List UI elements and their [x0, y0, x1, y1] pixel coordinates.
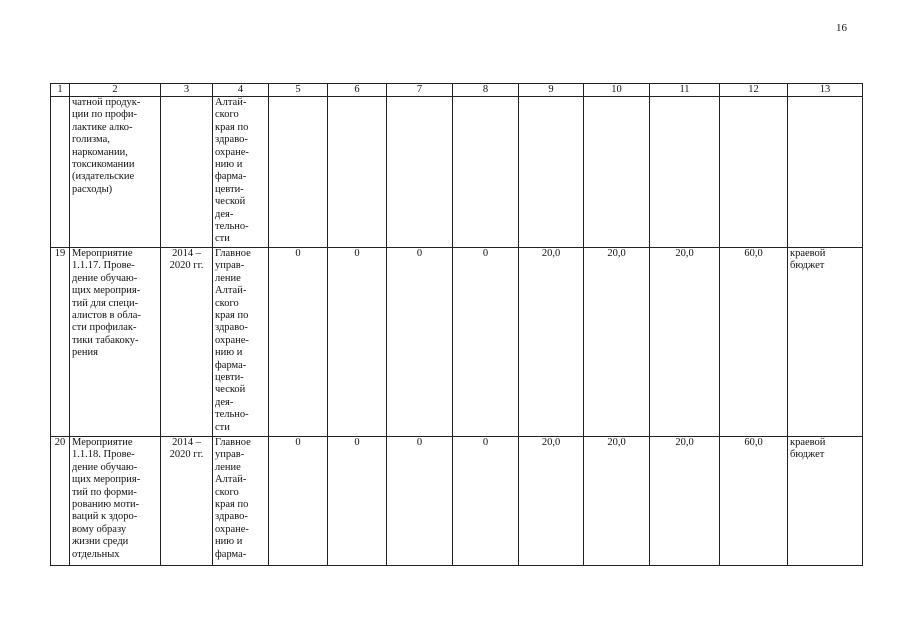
- executor-cell: Главное управ- ление Алтай- ского края по здраво- охране- нию и фарма- цевти- ческой дея- тельно- сти: [213, 248, 269, 437]
- header-cell: 6: [328, 84, 387, 97]
- header-cell: 13: [788, 84, 863, 97]
- value-cell: 20,0: [584, 437, 650, 566]
- header-cell: 10: [584, 84, 650, 97]
- value-cell: 20,0: [584, 248, 650, 437]
- value-cell: 20,0: [519, 248, 584, 437]
- value-cell: 60,0: [720, 248, 788, 437]
- row-number: 19: [51, 248, 70, 437]
- header-cell: 8: [453, 84, 519, 97]
- value-cell: [269, 97, 328, 248]
- header-cell: 2: [70, 84, 161, 97]
- page-number: 16: [836, 22, 847, 34]
- value-cell: 20,0: [650, 248, 720, 437]
- value-cell: [453, 97, 519, 248]
- value-cell: [584, 97, 650, 248]
- event-cell: Мероприятие 1.1.18. Прове- дение обучаю- щих мероприя- тий по форми- рованию моти- ваций к здоро- вому образу жизни среди отдельных: [70, 437, 161, 566]
- value-cell: 0: [328, 437, 387, 566]
- value-cell: 0: [387, 248, 453, 437]
- header-cell: 3: [161, 84, 213, 97]
- period-cell: 2014 – 2020 гг.: [161, 437, 213, 566]
- event-cell: чатной продук- ции по профи- лактике алко- голизма, наркомании, токсикомании (издательские расходы): [70, 97, 161, 248]
- row-number: 20: [51, 437, 70, 566]
- table-row: [51, 97, 863, 248]
- event-cell: Мероприятие 1.1.17. Прове- дение обучаю- щих мероприя- тий для специ- алистов в обла- сти профилак- тики табакоку- рения: [70, 248, 161, 437]
- value-cell: 0: [269, 248, 328, 437]
- period-cell: 2014 – 2020 гг.: [161, 248, 213, 437]
- executor-cell: Алтай- ского края по здраво- охране- нию и фарма- цевти- ческой дея- тельно- сти: [213, 97, 269, 248]
- header-cell: 11: [650, 84, 720, 97]
- header-cell: 4: [213, 84, 269, 97]
- value-cell: 20,0: [519, 437, 584, 566]
- value-cell: [720, 97, 788, 248]
- header-cell: 12: [720, 84, 788, 97]
- header-cell: 5: [269, 84, 328, 97]
- value-cell: 20,0: [650, 437, 720, 566]
- value-cell: 0: [387, 437, 453, 566]
- value-cell: 0: [328, 248, 387, 437]
- value-cell: 0: [453, 437, 519, 566]
- value-cell: [519, 97, 584, 248]
- value-cell: [328, 97, 387, 248]
- period-cell: [161, 97, 213, 248]
- header-cell: 1: [51, 84, 70, 97]
- value-cell: [650, 97, 720, 248]
- source-cell: [788, 97, 863, 248]
- row-number: [51, 97, 70, 248]
- value-cell: 0: [269, 437, 328, 566]
- header-row: [51, 84, 863, 97]
- budget-table: [50, 83, 863, 566]
- value-cell: 0: [453, 248, 519, 437]
- header-cell: 9: [519, 84, 584, 97]
- table-row: [51, 248, 863, 437]
- header-cell: 7: [387, 84, 453, 97]
- executor-cell: Главное управ- ление Алтай- ского края по здраво- охране- нию и фарма-: [213, 437, 269, 566]
- source-cell: краевой бюджет: [788, 248, 863, 437]
- value-cell: 60,0: [720, 437, 788, 566]
- table-row: [51, 437, 863, 566]
- value-cell: [387, 97, 453, 248]
- source-cell: краевой бюджет: [788, 437, 863, 566]
